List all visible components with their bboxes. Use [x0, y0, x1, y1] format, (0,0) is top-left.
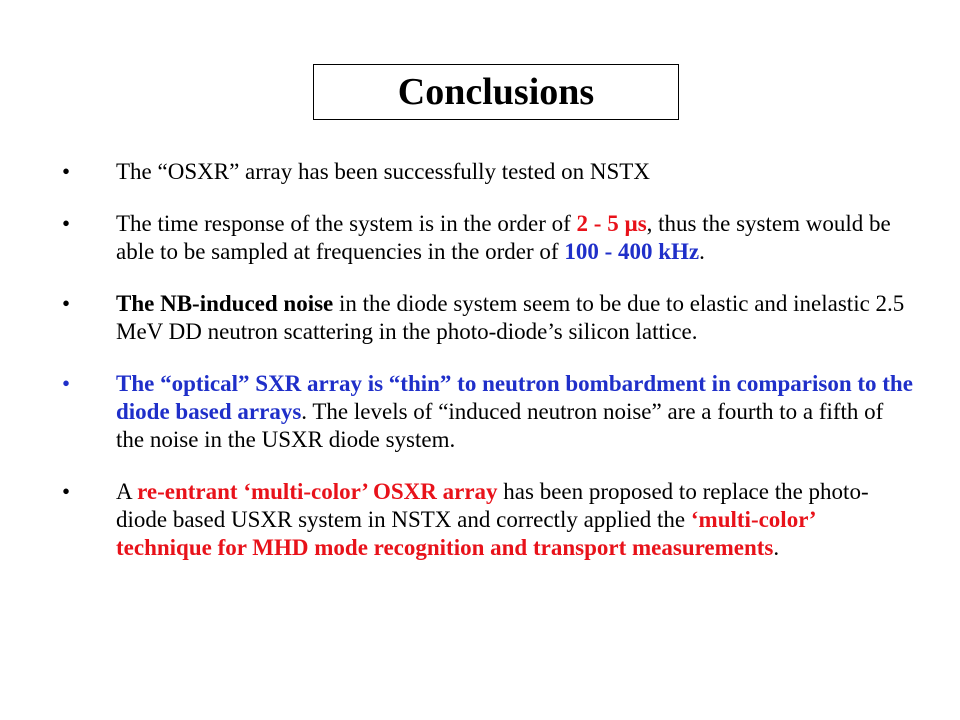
- bullet-text: , thus the system would be able to be sampled at frequencies in the order of: [116, 211, 891, 264]
- bullet-item: [0, 290, 916, 346]
- bullet-text: The “OSXR” array has been successfully tested on NSTX: [116, 159, 650, 184]
- bullet-icon: •: [62, 159, 71, 184]
- bullet-icon: •: [62, 371, 71, 396]
- bullet-list: [0, 158, 960, 586]
- slide-title: Conclusions: [397, 71, 595, 113]
- emphasis-text: The “optical” SXR array is “thin” to neutron bombardment in comparison to the diode based arrays: [116, 371, 913, 424]
- title-box: [313, 64, 679, 120]
- emphasis-text: The NB-induced noise: [116, 291, 334, 316]
- time-response-value: 2 - 5 µs: [576, 211, 647, 236]
- bullet-item: [0, 158, 916, 186]
- bullet-text: .: [699, 239, 705, 264]
- bullet-text: in the diode system seem to be due to elastic and inelastic 2.5 MeV DD neutron scattering in the photo-diode’s silicon lattice.: [116, 291, 905, 344]
- bullet-icon: •: [62, 211, 71, 236]
- bullet-icon: •: [62, 291, 71, 316]
- bullet-item: [0, 210, 916, 266]
- bullet-text: . The levels of “induced neutron noise” are a fourth to a fifth of the noise in the USXR diode system.: [116, 399, 884, 452]
- emphasis-text: ‘multi-color’ technique for MHD mode recognition and transport measurements: [116, 507, 815, 560]
- bullet-icon: •: [62, 479, 71, 504]
- bullet-item: [0, 478, 916, 562]
- bullet-text: The time response of the system is in the order of: [116, 211, 577, 236]
- bullet-text: .: [773, 535, 780, 560]
- bullet-item: [0, 370, 916, 454]
- frequency-value: 100 - 400 kHz: [564, 239, 700, 264]
- bullet-text: A: [116, 479, 138, 504]
- emphasis-text: re-entrant ‘multi-color’ OSXR array: [137, 479, 498, 504]
- bullet-text: has been proposed to replace the photo-diode based USXR system in NSTX and correctly applied the: [116, 479, 869, 532]
